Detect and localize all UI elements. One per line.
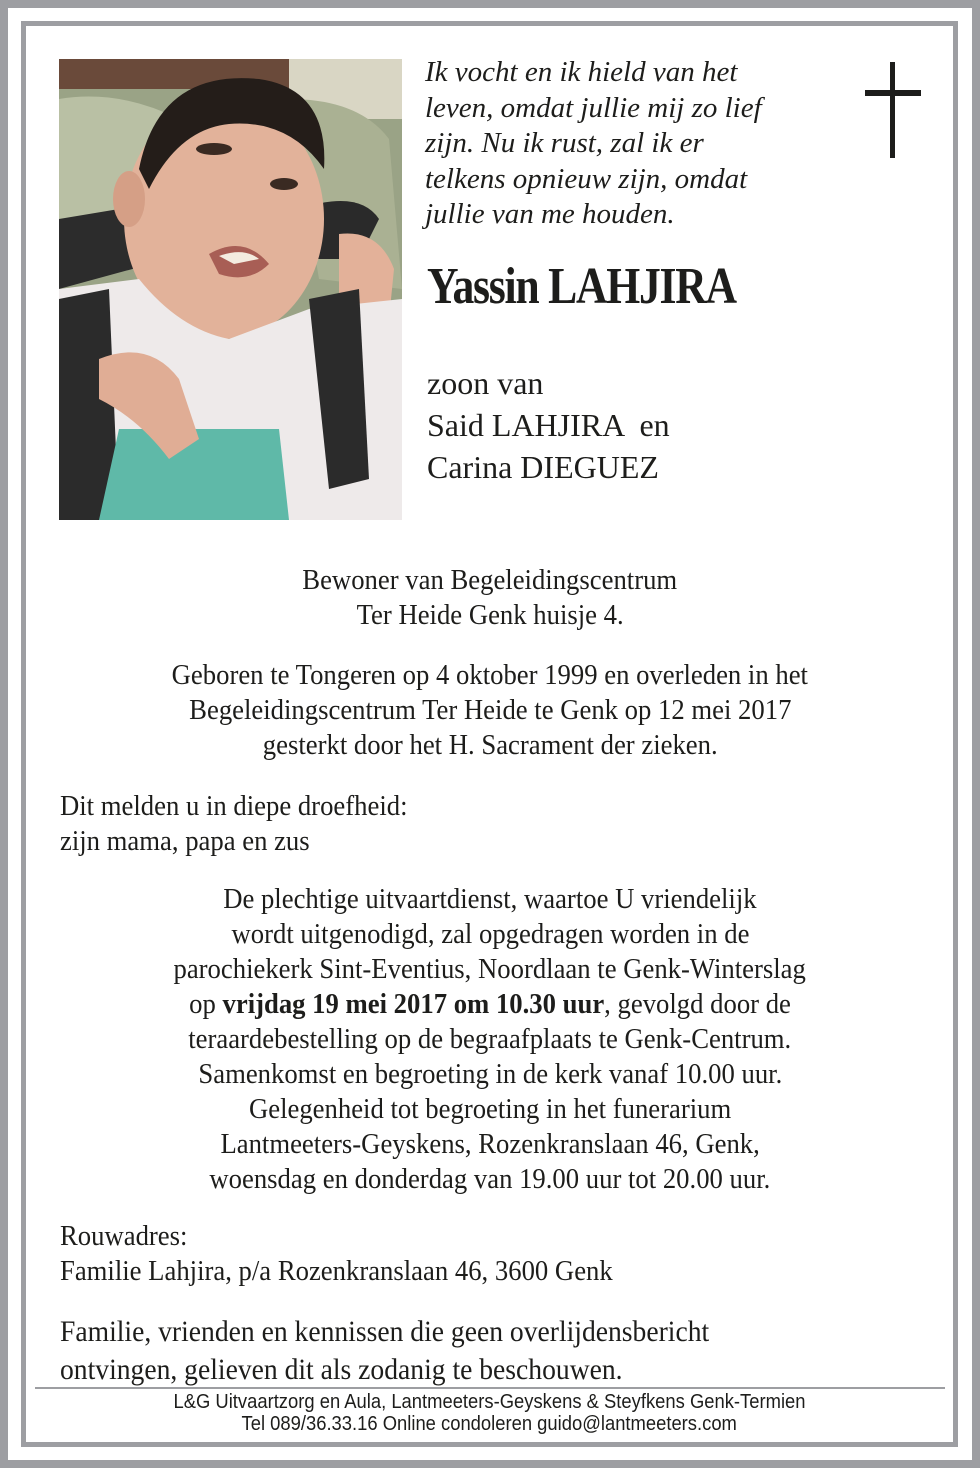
service-line: parochiekerk Sint-Eventius, Noordlaan te Genk-Winterslag: [173, 953, 807, 985]
born-line: gesterkt door het H. Sacrament der zieken.: [262, 729, 718, 761]
announce-line: Dit melden u in diepe droefheid:: [60, 790, 408, 822]
address-label: Rouwadres:: [60, 1220, 188, 1252]
notice-note: [60, 1313, 940, 1389]
poem-line: telkens opnieuw zijn, omdat: [425, 162, 748, 195]
residence-line: Bewoner van Begeleidingscentrum: [302, 564, 678, 596]
service-line: woensdag en donderdag van 19.00 uur tot 20.00 uur.: [209, 1163, 771, 1195]
poem-line: zijn. Nu ik rust, zal ik er: [425, 127, 704, 159]
funeral-home-line: L&G Uitvaartzorg en Aula, Lantmeeters-Geyskens & Steyfkens Genk-Termien: [173, 1391, 806, 1413]
service-datetime: vrijdag 19 mei 2017 om 10.30 uur: [222, 988, 605, 1020]
contact-line: Tel 089/36.33.16 Online condoleren guido@lantmeeters.com: [241, 1413, 738, 1435]
service-line: wordt uitgenodigd, zal opgedragen worden in de: [231, 918, 749, 950]
poem-line: leven, omdat jullie mij zo lief: [425, 91, 762, 124]
service-line: Gelegenheid tot begroeting in het funerarium: [248, 1093, 732, 1125]
poem: [425, 55, 825, 233]
announcement: [60, 789, 940, 859]
service-text: , gevolgd door de: [604, 988, 791, 1020]
footer-divider: [35, 1387, 945, 1389]
service-line: De plechtige uitvaartdienst, waartoe U vriendelijk: [223, 883, 757, 915]
father-name: Said LAHJIRA en: [427, 407, 670, 443]
announce-line: zijn mama, papa en zus: [60, 825, 310, 857]
parents: [427, 362, 670, 488]
service-line: Lantmeeters-Geyskens, Rozenkranslaan 46, Genk,: [220, 1128, 760, 1160]
mourning-address: [60, 1219, 940, 1289]
portrait-image: [59, 59, 402, 520]
service-line: teraardebestelling op de begraafplaats te Genk-Centrum.: [188, 1023, 792, 1055]
service-line: Samenkomst en begroeting in de kerk vanaf 10.00 uur.: [198, 1058, 782, 1090]
note-line: Familie, vrienden en kennissen die geen overlijdensbericht: [60, 1315, 710, 1348]
address-value: Familie Lahjira, p/a Rozenkranslaan 46, 3600 Genk: [60, 1255, 613, 1287]
poem-line: Ik vocht en ik hield van het: [425, 56, 738, 88]
born-line: Begeleidingscentrum Ter Heide te Genk op 12 mei 2017: [188, 694, 792, 726]
deceased-photo: [59, 59, 402, 520]
birth-death-info: [40, 658, 940, 763]
mother-name: Carina DIEGUEZ: [427, 449, 659, 485]
born-line: Geboren te Tongeren op 4 oktober 1999 en overleden in het: [171, 659, 809, 691]
poem-line: jullie van me houden.: [425, 198, 675, 230]
residence-info: [40, 563, 940, 633]
cross-icon: [865, 62, 921, 158]
service-text: op: [189, 988, 223, 1020]
service-line-datetime: [189, 987, 791, 1022]
residence-line: Ter Heide Genk huisje 4.: [356, 599, 624, 631]
funeral-service-info: [40, 882, 940, 1197]
note-line: ontvingen, gelieven dit als zodanig te beschouwen.: [60, 1353, 623, 1386]
footer: [26, 1391, 953, 1435]
deceased-name: Yassin LAHJIRA: [427, 258, 736, 315]
parents-intro: zoon van: [427, 365, 544, 401]
